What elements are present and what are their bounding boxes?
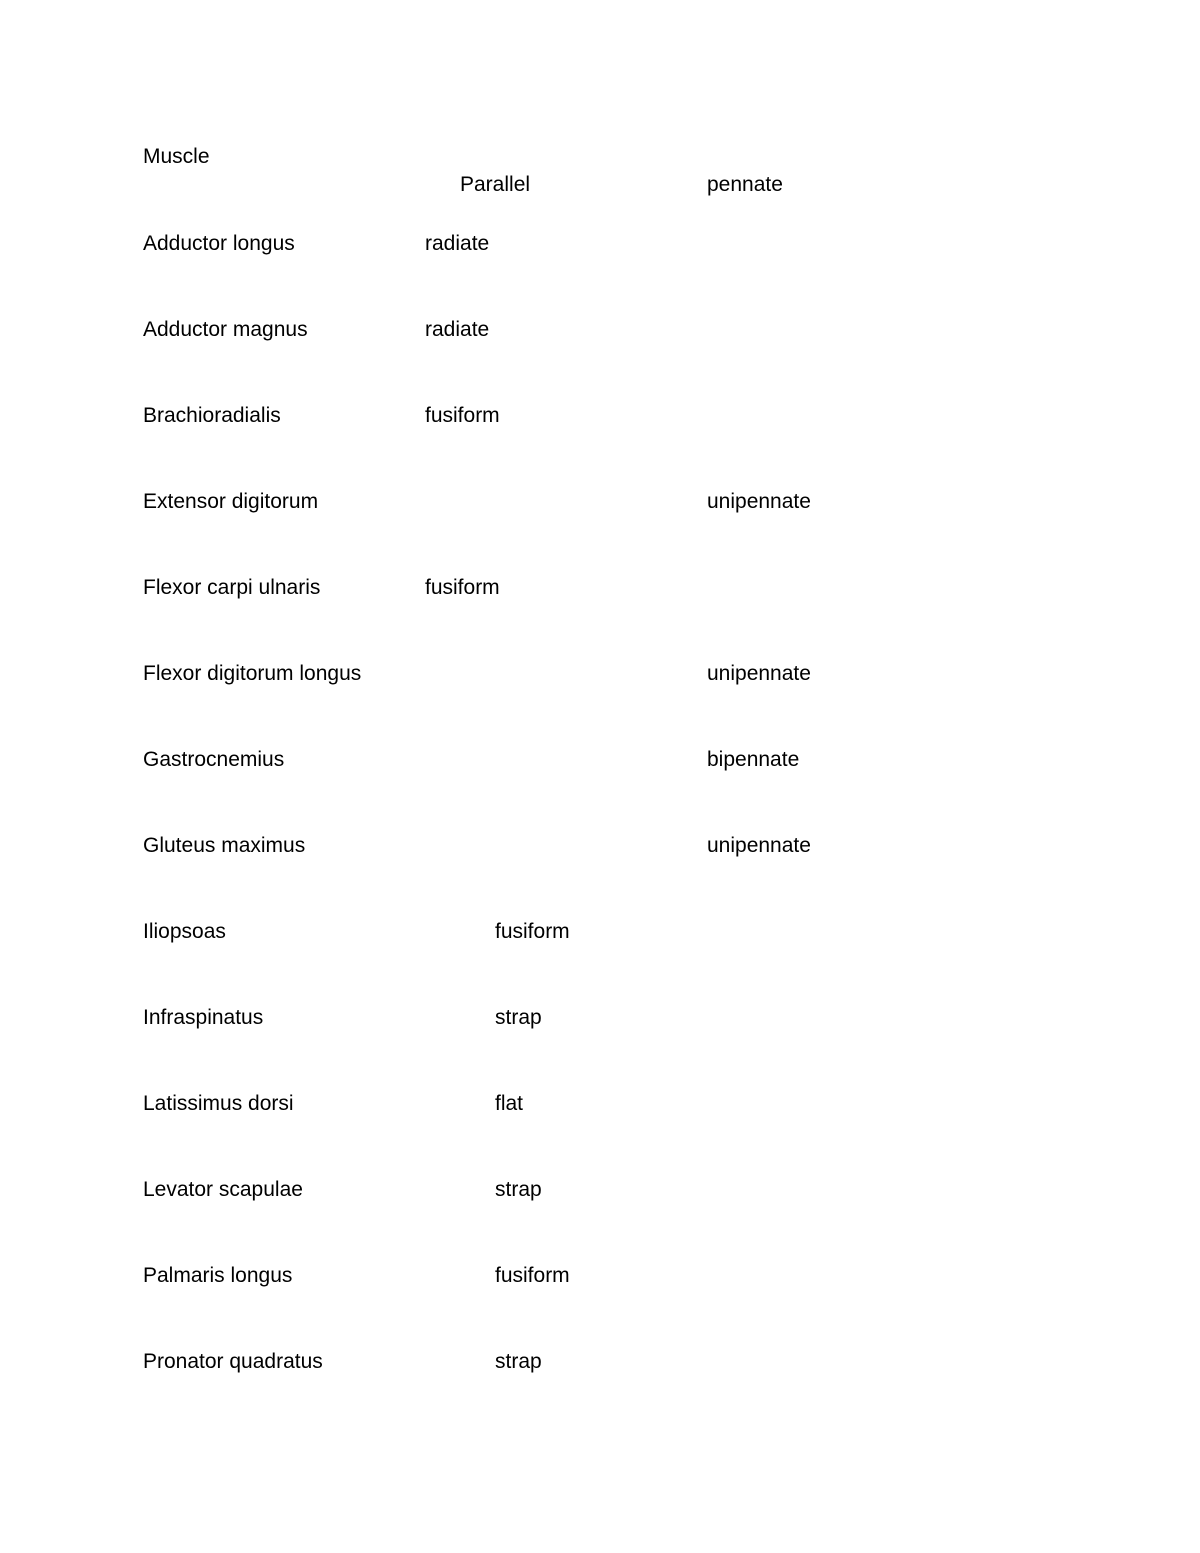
parallel-type: fusiform (425, 404, 500, 427)
muscle-name: Adductor magnus (143, 318, 308, 341)
table-row (0, 404, 1200, 428)
muscle-name: Latissimus dorsi (143, 1092, 294, 1115)
parallel-type: fusiform (495, 1264, 570, 1287)
parallel-type: strap (495, 1006, 542, 1029)
header-pennate: pennate (707, 173, 783, 196)
muscle-name: Adductor longus (143, 232, 295, 255)
table-row (0, 318, 1200, 342)
muscle-name: Flexor carpi ulnaris (143, 576, 321, 599)
table-row (0, 1006, 1200, 1030)
muscle-name: Extensor digitorum (143, 490, 319, 513)
muscle-name: Gluteus maximus (143, 834, 306, 857)
table-row (0, 834, 1200, 858)
muscle-name: Pronator quadratus (143, 1350, 323, 1373)
muscle-name: Iliopsoas (143, 920, 226, 943)
muscle-name: Flexor digitorum longus (143, 662, 362, 685)
table-row (0, 1350, 1200, 1374)
parallel-type: radiate (425, 318, 490, 341)
table-row (0, 490, 1200, 514)
parallel-type: strap (495, 1350, 542, 1373)
table-row (0, 748, 1200, 772)
table-row (0, 232, 1200, 256)
header-muscle: Muscle (143, 145, 210, 168)
pennate-type: unipennate (707, 490, 811, 513)
table-row (0, 662, 1200, 686)
pennate-type: unipennate (707, 834, 811, 857)
table-row (0, 1092, 1200, 1116)
muscle-name: Infraspinatus (143, 1006, 264, 1029)
table-row (0, 920, 1200, 944)
muscle-name: Palmaris longus (143, 1264, 293, 1287)
parallel-type: fusiform (425, 576, 500, 599)
muscle-name: Levator scapulae (143, 1178, 303, 1201)
parallel-type: flat (495, 1092, 524, 1115)
table-row (0, 1178, 1200, 1202)
parallel-type: radiate (425, 232, 490, 255)
pennate-type: bipennate (707, 748, 800, 771)
parallel-type: fusiform (495, 920, 570, 943)
table-row (0, 1264, 1200, 1288)
pennate-type: unipennate (707, 662, 811, 685)
parallel-type: strap (495, 1178, 542, 1201)
muscle-name: Gastrocnemius (143, 748, 285, 771)
header-parallel: Parallel (460, 173, 531, 196)
muscle-name: Brachioradialis (143, 404, 281, 427)
table-row (0, 576, 1200, 600)
